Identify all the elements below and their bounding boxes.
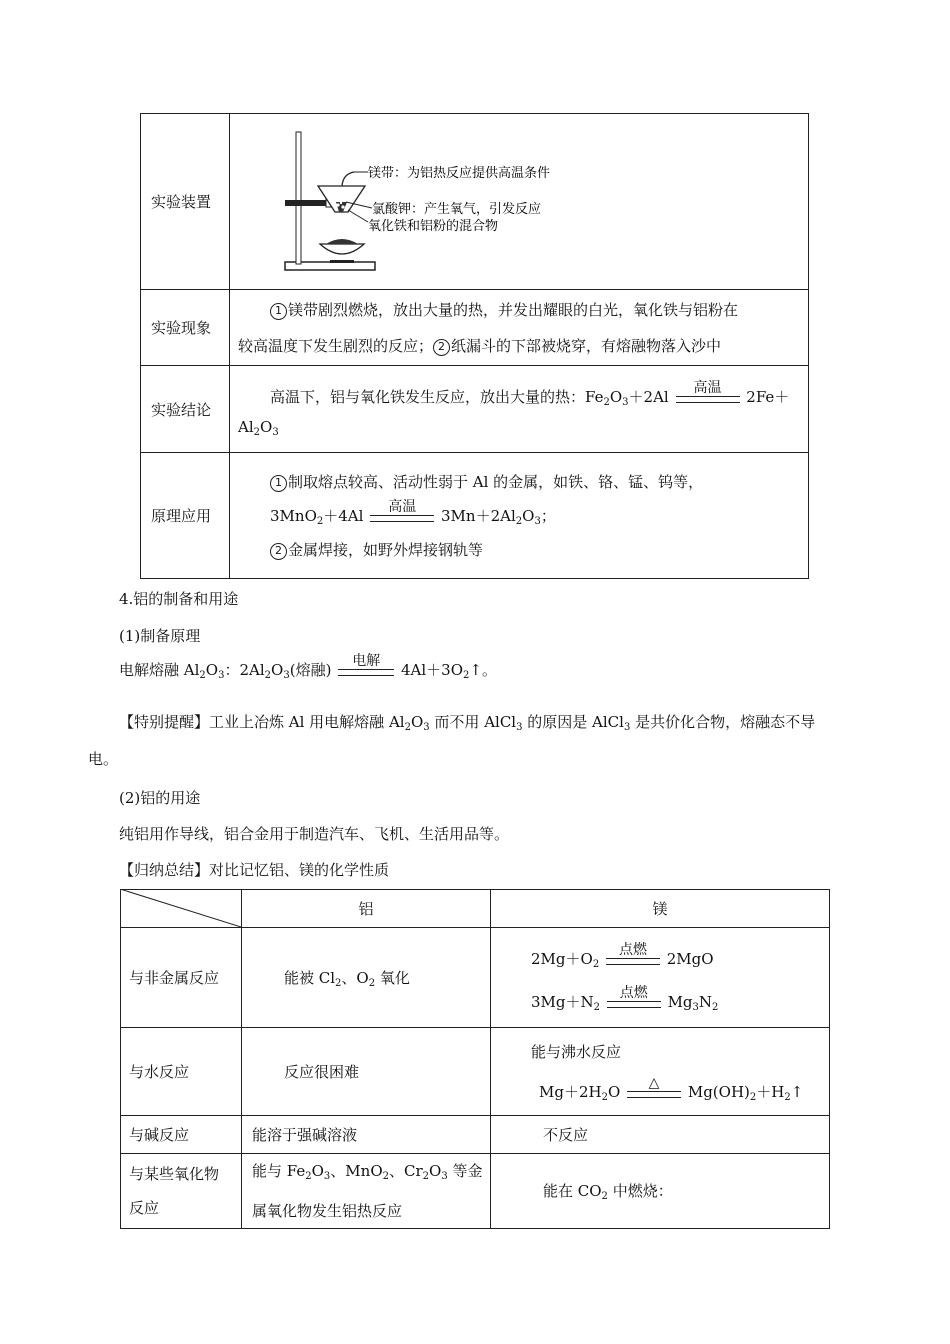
thermite-apparatus-figure [230, 114, 808, 289]
electrolysis-equation: 电解熔融 $Al_2O_3$：$2Al_2O_3$(熔融) 电解 $4Al+3O_2↑$。 [119, 653, 497, 681]
reaction-condition: 高温 [676, 381, 740, 408]
circled-number-2: 2 [433, 339, 450, 356]
application-cell: 1 制取熔点较高、活动性弱于 Al 的金属，如铁、铬、锰、钨等， 3MnO$_2$＋4Al 高温 $3Mn+2Al_2O_3$； 2 金属焊接，如野外焊接钢轨等 [230, 453, 809, 579]
label-mixture: 氧化铁和铝粉的混合物 [368, 219, 499, 234]
special-tip: 【特别提醒】工业上冶炼 Al 用电解熔融 $Al_2O_3$ 而不用 AlCl$_3$ 的原因是 AlCl$_3$ 是共价化合物，熔融态不导 [119, 713, 816, 733]
label-magnesium: 镁带：为铝热反应提供高温条件 [368, 166, 551, 181]
label-kclo3: 氯酸钾：产生氧气，引发反应 [372, 202, 542, 217]
row-label-water: 与水反应 [121, 1028, 242, 1116]
phenomenon-cell: 1 镁带剧烈燃烧，放出大量的热，并发出耀眼的白光，氧化铁与铝粉在 较高温度下发生剧烈的反应； 2 纸漏斗的下部被烧穿，有熔融物落入沙中 [230, 290, 809, 366]
row-label-conclusion: 实验结论 [141, 366, 230, 453]
special-tip-cont: 电。 [88, 750, 119, 768]
row-label-nonmetal: 与非金属反应 [121, 928, 242, 1028]
circled-number-1: 1 [270, 475, 287, 492]
row-label-application: 原理应用 [141, 453, 230, 579]
reaction-condition: 点燃 [606, 943, 660, 970]
header-mg: 镁 [491, 890, 830, 928]
al-base: 能溶于强碱溶液 [242, 1116, 491, 1154]
subheading-uses: (2)铝的用途 [119, 789, 201, 807]
magnesium-ribbon [342, 172, 354, 186]
circled-number-2: 2 [270, 543, 287, 560]
header-al: 铝 [242, 890, 491, 928]
al-oxide: 能与 $Fe_2O_3$、MnO$_2$、$Cr_2O_3$ 等金 属氧化物发生铝热反应 [242, 1154, 491, 1229]
reaction-condition: 点燃 [607, 986, 661, 1013]
al-nonmetal: 能被 $Cl_2$、$O_2$ 氧化 [242, 928, 491, 1028]
mg-base: 不反应 [491, 1116, 830, 1154]
conclusion-cell: 高温下，铝与氧化铁发生反应，放出大量的热：$Fe_2O_3+2Al$ 高温 2Fe＋ $Al_2O_3$ [230, 366, 809, 453]
row-label-phenomenon: 实验现象 [141, 290, 230, 366]
experiment-table [140, 113, 809, 579]
al-water: 反应很困难 [242, 1028, 491, 1116]
summary-heading: 【归纳总结】对比记忆铝、镁的化学性质 [119, 861, 390, 879]
mg-oxide: 能在 $CO_2$ 中燃烧： [491, 1154, 830, 1229]
apparatus-cell [230, 114, 809, 290]
circled-number-1: 1 [270, 303, 287, 320]
section-heading: 4.铝的制备和用途 [119, 590, 239, 608]
mg-water: 能与沸水反应 $Mg+2H_2O$ △ $Mg(OH)_2+H_2↑$ [491, 1028, 830, 1116]
row-label-base: 与碱反应 [121, 1116, 242, 1154]
al-mg-comparison-table [120, 889, 830, 1229]
reaction-condition: △ [627, 1076, 681, 1103]
stand-rod [296, 132, 301, 264]
mg-nonmetal: $2Mg+O_2$ 点燃 2MgO $3Mg+N_2$ 点燃 $Mg_3N_2$ [491, 928, 830, 1028]
row-label-apparatus: 实验装置 [141, 114, 230, 290]
corner-diagonal [120, 889, 241, 927]
reaction-condition: 高温 [370, 500, 434, 527]
reaction-condition: 电解 [338, 654, 394, 681]
uses-text: 纯铝用作导线，铝合金用于制造汽车、飞机、生活用品等。 [119, 825, 510, 843]
subheading-principle: (1)制备原理 [119, 627, 201, 645]
sand-dish [320, 244, 364, 254]
row-label-oxide: 与某些氧化物 反应 [121, 1154, 242, 1229]
